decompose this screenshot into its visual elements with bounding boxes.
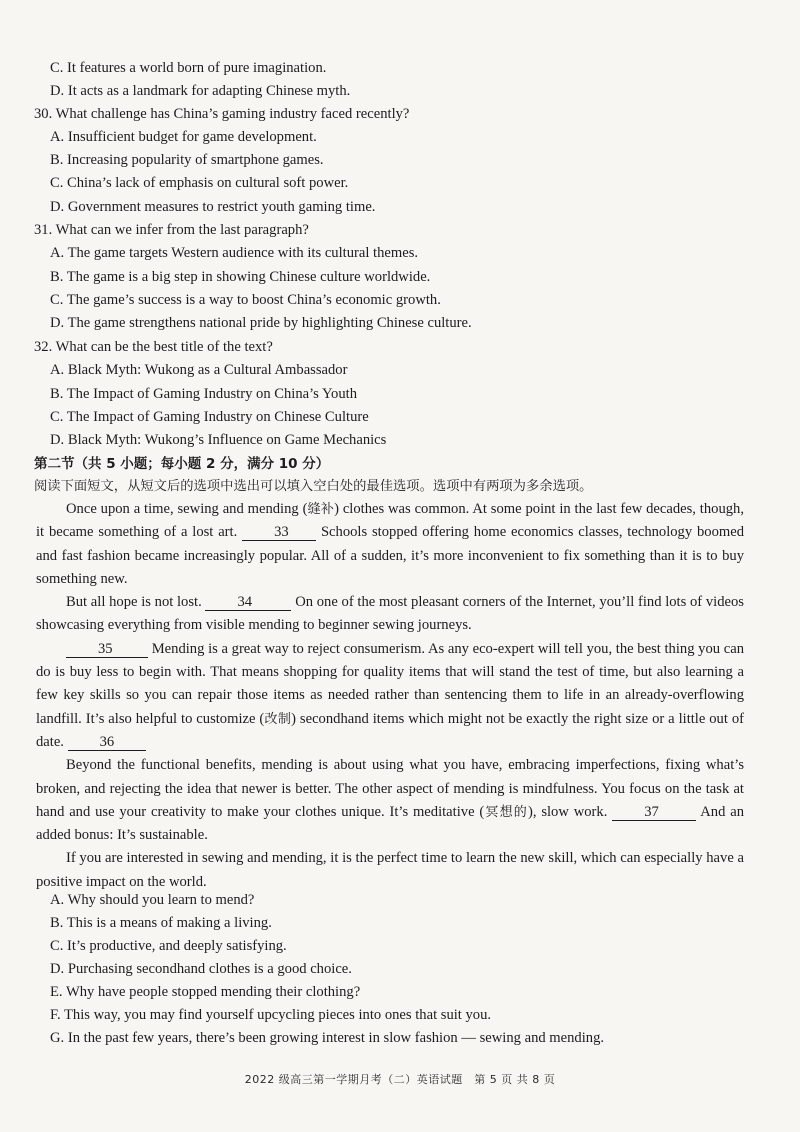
gloss-chinese: 改制 [264, 711, 292, 727]
gloss-chinese: 缝补 [307, 502, 335, 517]
choice-c: C. It’s productive, and deeply satisfying. [50, 938, 287, 954]
choice-b: B. This is a means of making a living. [50, 915, 272, 931]
choice-d: D. Purchasing secondhand clothes is a good choice. [50, 961, 352, 977]
blank-34: 34 [205, 594, 291, 611]
passage [36, 498, 744, 894]
q31-option-c: C. The game’s success is a way to boost China’s economic growth. [50, 292, 441, 308]
page-footer: 2022 级高三第一学期月考（二）英语试题 第 5 页 共 8 页 [244, 1073, 556, 1086]
gloss-chinese: 冥想的 [484, 804, 528, 820]
q32-option-d: D. Black Myth: Wukong’s Influence on Game Mechanics [50, 432, 387, 448]
q30-option-d: D. Government measures to restrict youth gaming time. [50, 199, 376, 215]
blank-33: 33 [242, 524, 316, 541]
q30-option-c: C. China’s lack of emphasis on cultural soft power. [50, 175, 349, 191]
passage-paragraph-1: Once upon a time, sewing and mending (缝补) clothes was common. At some point in the last few decades, though, it became something of a lost art. 33 Schools stopped offering home economics classes, technology boomed and fast fashion became increasingly popular. All of a sudden, it’s more inconvenient to fix something than it is to buy something new. [36, 501, 745, 587]
passage-paragraph-4: Beyond the functional benefits, mending is about using what you have, embracing imperfections, fixing what’s broken, and rejecting the idea that newer is better. The other aspect of mending is mindfulness. You focus on the task at hand and use your creativity to make your clothes unique. It’s meditative (冥想的), slow work. 37 And an added bonus: It’s sustainable. [36, 757, 744, 844]
passage-paragraph-3: 35 Mending is a great way to reject consumerism. As any eco-expert will tell you, the best thing you can do is buy less to begin with. That means shopping for quality items that will stand the test of time, but also learning a few key skills so you can repair those items as needed rather than sentencing them to life in an already-overflowing landfill. It’s also helpful to customize (改制) secondhand items which might not be exactly the right size or a little out of date. 36 [36, 640, 744, 750]
section-instruction: 阅读下面短文，从短文后的选项中选出可以填入空白处的最佳选项。选项中有两项为多余选项。 [34, 479, 593, 494]
option-prev-c: C. It features a world born of pure imagination. [50, 60, 327, 76]
question-32-stem: 32. What can be the best title of the text? [34, 339, 273, 355]
question-31-stem: 31. What can we infer from the last paragraph? [34, 222, 309, 238]
choice-e: E. Why have people stopped mending their clothing? [50, 984, 361, 1000]
q31-option-d: D. The game strengthens national pride by highlighting Chinese culture. [50, 315, 472, 331]
option-prev-d: D. It acts as a landmark for adapting Chinese myth. [50, 83, 351, 99]
passage-paragraph-2: But all hope is not lost. 34 On one of the most pleasant corners of the Internet, you’ll find lots of videos showcasing everything from visible mending to beginner sewing journeys. [36, 594, 744, 634]
q30-option-b: B. Increasing popularity of smartphone games. [50, 152, 324, 168]
q31-option-a: A. The game targets Western audience with its cultural themes. [50, 245, 419, 261]
section-heading: 第二节（共 5 小题；每小题 2 分，满分 10 分） [34, 456, 330, 472]
choice-a: A. Why should you learn to mend? [50, 892, 255, 908]
choice-g: G. In the past few years, there’s been growing interest in slow fashion — sewing and mending. [50, 1030, 605, 1046]
choice-f: F. This way, you may find yourself upcycling pieces into ones that suit you. [50, 1007, 492, 1023]
q32-option-c: C. The Impact of Gaming Industry on Chinese Culture [50, 409, 369, 425]
passage-paragraph-5: If you are interested in sewing and mending, it is the perfect time to learn the new skill, which can especially have a positive impact on the world. [36, 850, 744, 890]
blank-36: 36 [68, 734, 146, 751]
blank-37: 37 [612, 804, 696, 821]
q32-option-a: A. Black Myth: Wukong as a Cultural Ambassador [50, 362, 348, 378]
q30-option-a: A. Insufficient budget for game development. [50, 129, 317, 145]
q32-option-b: B. The Impact of Gaming Industry on China’s Youth [50, 386, 357, 402]
blank-35: 35 [66, 641, 148, 658]
question-30-stem: 30. What challenge has China’s gaming industry faced recently? [34, 106, 410, 122]
q31-option-b: B. The game is a big step in showing Chinese culture worldwide. [50, 269, 431, 285]
